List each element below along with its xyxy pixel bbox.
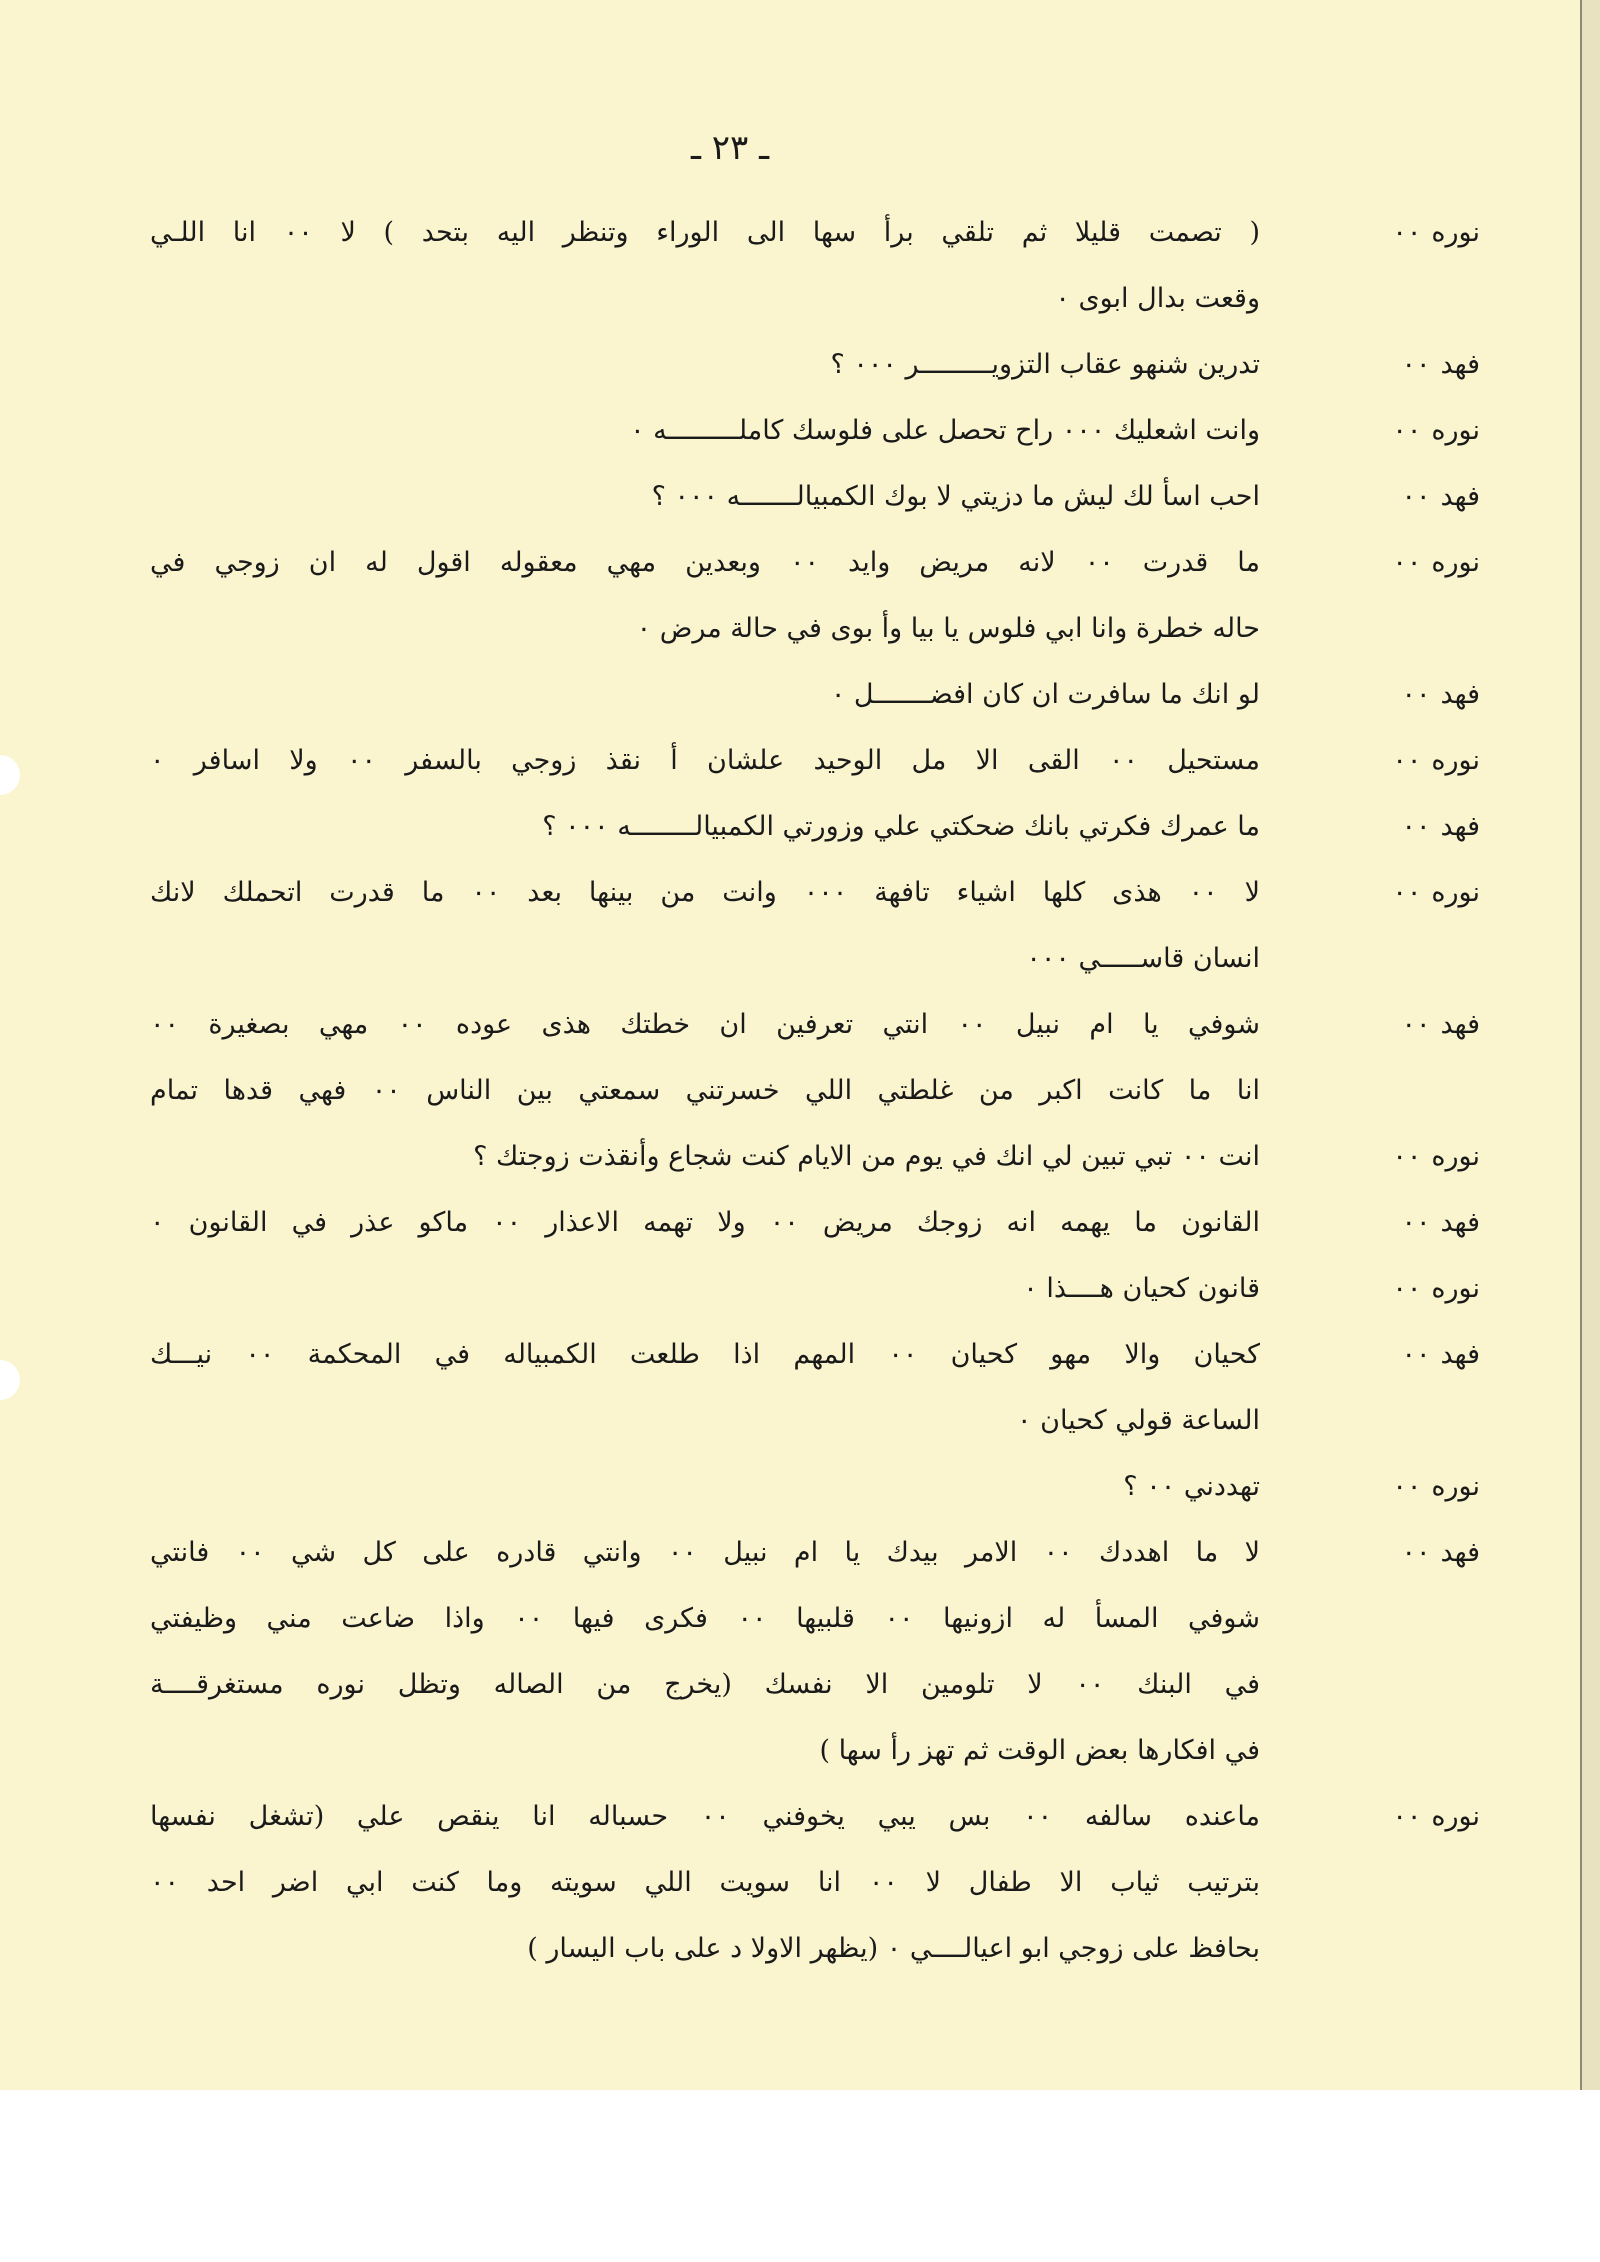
- dialogue-line: [150, 332, 1480, 398]
- dialogue-text: مستحيل ٠٠ القى الا مل الوحيد علشان أ نقذ زوجي بالسفر ٠٠ ولا اسافر ٠: [150, 745, 1260, 776]
- speaker-marker: ٠٠: [1401, 1207, 1431, 1238]
- speaker-label: [1360, 1586, 1480, 1652]
- speaker-name: فهد: [1440, 1009, 1480, 1040]
- speaker-name: نوره: [1431, 1801, 1480, 1832]
- speaker-name: فهد: [1440, 349, 1480, 380]
- dialogue-line: [150, 860, 1480, 926]
- speaker-label: [1360, 1850, 1480, 1916]
- dialogue-text: بحافظ على زوجي ابو اعيالــــي ٠ (يظهر الاولا د على باب اليسار ): [527, 1933, 1260, 1964]
- dialogue-text: لو انك ما سافرت ان كان افضـــــــل ٠: [830, 679, 1260, 710]
- page-number: ـ ٢٣ ـ: [690, 128, 770, 168]
- dialogue-text: شوفي المسأ له ازونيها ٠٠ قلبيها ٠٠ فكرى فيها ٠٠ واذا ضاعت مني وظيفتي: [150, 1603, 1260, 1634]
- speaker-marker: ٠٠: [1392, 415, 1422, 446]
- dialogue-line: [150, 1322, 1480, 1388]
- speaker-marker: ٠٠: [1401, 1009, 1431, 1040]
- speaker-marker: ٠٠: [1392, 217, 1422, 248]
- dialogue-line: [150, 1520, 1480, 1586]
- dialogue-line: [150, 1454, 1480, 1520]
- dialogue-text: لا ٠٠ هذى كلها اشياء تافهة ٠٠٠ وانت من بينها بعد ٠٠ ما قدرت اتحملك لانك: [150, 877, 1260, 908]
- speaker-label: [1360, 398, 1480, 464]
- speaker-label: [1360, 992, 1480, 1058]
- speaker-label: [1360, 530, 1480, 596]
- dialogue-line: [150, 1850, 1350, 1916]
- punch-hole: [0, 755, 20, 795]
- dialogue-text: وقعت بدال ابوى ٠: [1055, 283, 1260, 314]
- dialogue-text: لا ما اهددك ٠٠ الامر بيدك يا ام نبيل ٠٠ وانتي قادره على كل شي ٠٠ فانتي: [150, 1537, 1260, 1568]
- dialogue-text: ما قدرت ٠٠ لانه مريض وايد ٠٠ وبعدين مهي معقوله اقول له ان زوجي في: [150, 547, 1260, 578]
- dialogue-text: انسان قاســـــي ٠٠٠: [1026, 943, 1260, 974]
- dialogue-line: [150, 992, 1480, 1058]
- speaker-label: [1360, 1124, 1480, 1190]
- dialogue-line: [150, 464, 1480, 530]
- speaker-label: [1360, 1652, 1480, 1718]
- speaker-name: نوره: [1431, 745, 1480, 776]
- dialogue-line: [150, 200, 1480, 266]
- speaker-label: [1360, 200, 1480, 266]
- dialogue-line: [150, 596, 1350, 662]
- speaker-name: نوره: [1431, 217, 1480, 248]
- dialogue-line: [150, 926, 1350, 992]
- speaker-label: [1360, 266, 1480, 332]
- dialogue-line: [150, 1718, 1350, 1784]
- speaker-marker: ٠٠: [1392, 877, 1422, 908]
- speaker-label: [1360, 794, 1480, 860]
- dialogue-text: ما عمرك فكرتي بانك ضحكتي علي وزورتي الكمبيالــــــــه ٠٠٠ ؟: [542, 811, 1260, 842]
- dialogue-line: [150, 1256, 1480, 1322]
- speaker-marker: ٠٠: [1392, 1471, 1422, 1502]
- dialogue-text: ماعنده سالفه ٠٠ بس يبي يخوفني ٠٠ حسباله انا ينقص علي (تشغل نفسها: [150, 1801, 1260, 1832]
- dialogue-text: في البنك ٠٠ لا تلومين الا نفسك (يخرج من الصاله وتظل نوره مستغرقــــة: [150, 1669, 1260, 1700]
- speaker-marker: ٠٠: [1401, 679, 1431, 710]
- dialogue-text: حاله خطرة وانا ابي فلوس يا بيا وأ بوى في حالة مرض ٠: [636, 613, 1260, 644]
- speaker-label: [1360, 596, 1480, 662]
- speaker-label: [1360, 860, 1480, 926]
- dialogue-text: القانون ما يهمه انه زوجك مريض ٠٠ ولا تهمه الاعذار ٠٠ ماكو عذر في القانون ٠: [150, 1207, 1260, 1238]
- speaker-label: [1360, 1784, 1480, 1850]
- speaker-label: [1360, 1520, 1480, 1586]
- speaker-name: نوره: [1431, 415, 1480, 446]
- speaker-name: فهد: [1440, 679, 1480, 710]
- page-edge: [1580, 0, 1600, 2090]
- speaker-marker: ٠٠: [1401, 349, 1431, 380]
- speaker-marker: ٠٠: [1401, 811, 1431, 842]
- punch-hole: [0, 1360, 20, 1400]
- dialogue-line: [150, 398, 1480, 464]
- dialogue-text: شوفي يا ام نبيل ٠٠ انتي تعرفين ان خطتك هذى عوده ٠٠ مهي بصغيرة ٠٠: [150, 1009, 1260, 1040]
- speaker-name: نوره: [1431, 547, 1480, 578]
- speaker-marker: ٠٠: [1392, 1273, 1422, 1304]
- dialogue-line: [150, 1784, 1480, 1850]
- speaker-marker: ٠٠: [1401, 481, 1431, 512]
- speaker-label: [1360, 332, 1480, 398]
- speaker-name: فهد: [1440, 1207, 1480, 1238]
- speaker-name: فهد: [1440, 481, 1480, 512]
- speaker-label: [1360, 1454, 1480, 1520]
- speaker-name: نوره: [1431, 1471, 1480, 1502]
- speaker-label: [1360, 1256, 1480, 1322]
- dialogue-line: [150, 1124, 1480, 1190]
- dialogue-line: [150, 1652, 1350, 1718]
- dialogue-line: [150, 1586, 1350, 1652]
- dialogue-text: ( تصمت قليلا ثم تلقي برأ سها الى الوراء وتنظر اليه بتحد ) لا ٠٠ انا اللـي: [150, 217, 1260, 248]
- dialogue-line: [150, 794, 1480, 860]
- dialogue-text: كحيان والا مهو كحيان ٠٠ المهم اذا طلعت الكمبياله في المحكمة ٠٠ نيـــك: [150, 1339, 1260, 1370]
- dialogue-text: وانت اشعليك ٠٠٠ راح تحصل على فلوسك كاملـــــــــه ٠: [630, 415, 1260, 446]
- speaker-marker: ٠٠: [1401, 1339, 1431, 1370]
- dialogue-text: في افكارها بعض الوقت ثم تهز رأ سها ): [819, 1735, 1260, 1766]
- speaker-label: [1360, 926, 1480, 992]
- dialogue-text: الساعة قولي كحيان ٠: [1017, 1405, 1260, 1436]
- dialogue-text: انت ٠٠ تبي تبين لي انك في يوم من الايام كنت شجاع وأنقذت زوجتك ؟: [473, 1141, 1260, 1172]
- play-script: [150, 200, 1480, 1982]
- dialogue-text: تدرين شنهو عقاب التزويـــــــــر ٠٠٠ ؟: [830, 349, 1260, 380]
- speaker-label: [1360, 662, 1480, 728]
- dialogue-text: بترتيب ثياب الا طفال لا ٠٠ انا سويت اللي سويته وما كنت ابي اضر احد ٠٠: [150, 1867, 1260, 1898]
- speaker-label: [1360, 1718, 1480, 1784]
- speaker-label: [1360, 1322, 1480, 1388]
- speaker-label: [1360, 1190, 1480, 1256]
- dialogue-line: [150, 530, 1480, 596]
- speaker-name: نوره: [1431, 877, 1480, 908]
- speaker-label: [1360, 1916, 1480, 1982]
- dialogue-line: [150, 728, 1480, 794]
- dialogue-line: [150, 1190, 1480, 1256]
- dialogue-line: [150, 1058, 1350, 1124]
- dialogue-text: انا ما كانت اكبر من غلطتي اللي خسرتني سمعتي بين الناس ٠٠ فهي قدها تمام: [150, 1075, 1260, 1106]
- speaker-name: نوره: [1431, 1273, 1480, 1304]
- dialogue-line: [150, 266, 1350, 332]
- dialogue-text: تهددني ٠٠ ؟: [1123, 1471, 1260, 1502]
- speaker-name: فهد: [1440, 811, 1480, 842]
- speaker-marker: ٠٠: [1392, 1801, 1422, 1832]
- dialogue-line: [150, 1916, 1350, 1982]
- speaker-name: نوره: [1431, 1141, 1480, 1172]
- speaker-marker: ٠٠: [1392, 1141, 1422, 1172]
- speaker-marker: ٠٠: [1401, 1537, 1431, 1568]
- speaker-label: [1360, 1058, 1480, 1124]
- scan-margin: [0, 2090, 1600, 2262]
- speaker-label: [1360, 1388, 1480, 1454]
- speaker-name: فهد: [1440, 1339, 1480, 1370]
- speaker-label: [1360, 728, 1480, 794]
- speaker-name: فهد: [1440, 1537, 1480, 1568]
- dialogue-text: قانون كحيان هــــذا ٠: [1023, 1273, 1260, 1304]
- speaker-marker: ٠٠: [1392, 745, 1422, 776]
- speaker-label: [1360, 464, 1480, 530]
- speaker-marker: ٠٠: [1392, 547, 1422, 578]
- dialogue-text: احب اسأ لك ليش ما دزيتي لا بوك الكمبيالـــــــه ٠٠٠ ؟: [651, 481, 1260, 512]
- dialogue-line: [150, 1388, 1350, 1454]
- dialogue-line: [150, 662, 1480, 728]
